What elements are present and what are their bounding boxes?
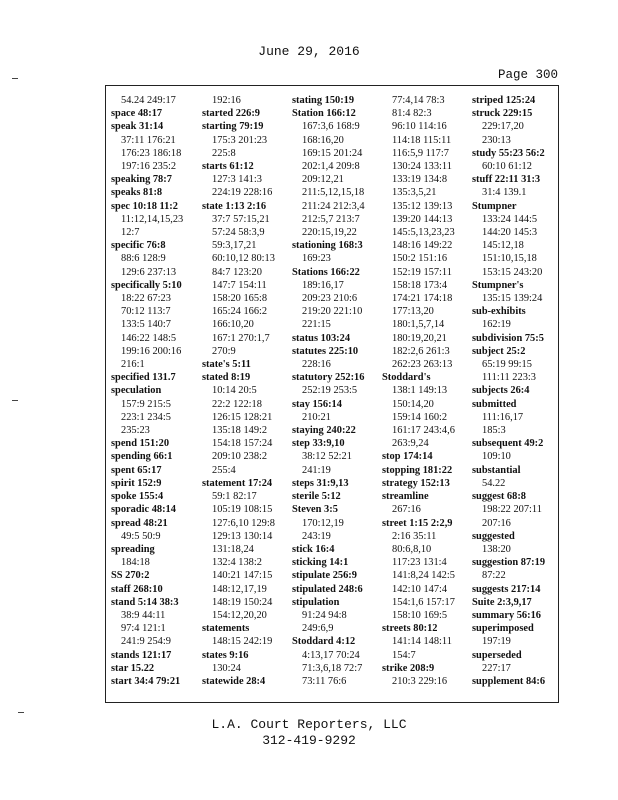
index-term: Suite 2:3,9,17: [472, 596, 532, 608]
page-line-reference: 255:4: [212, 464, 236, 476]
index-term: stand 5:14 38:3: [111, 596, 179, 608]
page-line-reference: 169:23: [302, 253, 331, 265]
page-line-reference: 145:5,13,23,23: [392, 227, 455, 239]
page-line-reference: 12:7: [121, 227, 140, 239]
index-column-4: [382, 94, 455, 688]
page-line-reference: 158:10 169:5: [392, 609, 448, 621]
index-term: specified 131.7: [111, 372, 176, 384]
index-term: spend 151:20: [111, 438, 170, 450]
page-line-reference: 212:5,7 213:7: [302, 213, 360, 225]
index-term: statement 17:24: [202, 477, 273, 489]
page-line-reference: 139:20 144:13: [392, 213, 453, 225]
page-line-reference: 162:19: [482, 319, 511, 331]
page-line-reference: 154:12,20,20: [212, 609, 267, 621]
page-line-reference: 199:16 200:16: [121, 345, 182, 357]
page-line-reference: 223:1 234:5: [121, 411, 171, 423]
page-line-reference: 210:21: [302, 411, 331, 423]
page-line-reference: 216:1: [121, 359, 145, 371]
index-term: spreading: [111, 543, 155, 555]
page-line-reference: 197:19: [482, 636, 511, 648]
index-term: speculation: [111, 385, 162, 397]
page-line-reference: 80:6,8,10: [392, 543, 432, 555]
index-term: spirit 152:9: [111, 477, 162, 489]
page-line-reference: 127:3 141:3: [212, 174, 262, 186]
page-line-reference: 54.24 249:17: [121, 95, 176, 106]
page-line-reference: 167:3,6 168:9: [302, 121, 360, 133]
index-term: staying 240:22: [292, 425, 356, 437]
page-line-reference: 117:23 131:4: [392, 557, 447, 569]
page-line-reference: 185:3: [482, 425, 506, 437]
page-line-reference: 227:17: [482, 662, 511, 674]
page-line-reference: 138:1 149:13: [392, 385, 448, 397]
index-term: Stumpner's: [472, 279, 524, 291]
page-line-reference: 54.22: [482, 477, 506, 489]
index-term: Stations 166:22: [292, 266, 360, 278]
page-line-reference: 211:24 212:3,4: [302, 200, 365, 212]
index-term: stands 121:17: [111, 649, 172, 661]
page-line-reference: 142:10 147:4: [392, 583, 448, 595]
index-term: study 55:23 56:2: [472, 147, 545, 159]
page-line-reference: 158:18 173:4: [392, 279, 448, 291]
page-line-reference: 31:4 139.1: [482, 187, 527, 199]
page-line-reference: 91:24 94:8: [302, 609, 347, 621]
index-term: Stoddard's: [382, 372, 431, 384]
page-line-reference: 210:3 229:16: [392, 675, 448, 687]
page-line-reference: 161:17 243:4,6: [392, 425, 455, 437]
page-line-reference: 148:19 150:24: [212, 596, 273, 608]
page-line-reference: 130:24: [212, 662, 241, 674]
page-line-reference: 65:19 99:15: [482, 359, 532, 371]
index-term: stipulated 248:6: [292, 583, 363, 595]
index-term: stated 8:19: [202, 372, 251, 384]
index-term: star 15.22: [111, 662, 155, 674]
binding-mark: [12, 400, 18, 401]
index-term: state 1:13 2:16: [202, 200, 267, 212]
page-line-reference: 152:19 157:11: [392, 266, 452, 278]
page-line-reference: 202:1,4 209:8: [302, 161, 360, 173]
page-line-reference: 270:9: [212, 345, 236, 357]
page-line-reference: 180:19,20,21: [392, 332, 447, 344]
page-line-reference: 11:12,14,15,23: [121, 213, 184, 225]
page-line-reference: 18:22 67:23: [121, 293, 171, 305]
index-column-2: [202, 94, 275, 688]
page-line-reference: 154:1,6 157:17: [392, 596, 455, 608]
page-line-reference: 235:23: [121, 425, 150, 437]
index-column-1: [111, 94, 183, 688]
index-term: spending 66:1: [111, 451, 173, 463]
page-number: Page 300: [497, 68, 558, 82]
page-line-reference: 148:12,17,19: [212, 583, 267, 595]
page-line-reference: 131:18,24: [212, 543, 254, 555]
page-line-reference: 135:18 149:2: [212, 425, 268, 437]
index-term: statewide 28:4: [202, 675, 266, 687]
index-term: speak 31:14: [111, 121, 164, 133]
footer-phone: 312-419-9292: [262, 733, 356, 748]
page-line-reference: 211:5,12,15,18: [302, 187, 365, 199]
index-term: sub-exhibits: [472, 306, 526, 318]
binding-mark: [18, 712, 24, 713]
index-term: staff 268:10: [111, 583, 163, 595]
index-term: speaking 78:7: [111, 174, 172, 186]
page-line-reference: 133:19 134:8: [392, 174, 448, 186]
index-term: supplement 84:6: [472, 675, 546, 687]
page-line-reference: 174:21 174:18: [392, 293, 453, 305]
binding-mark: [12, 78, 18, 79]
index-term: steps 31:9,13: [292, 477, 349, 489]
index-term: substantial: [472, 464, 521, 476]
index-term: suggestion 87:19: [472, 557, 546, 569]
page-line-reference: 209:12,21: [302, 174, 344, 186]
page-line-reference: 114:18 115:11: [392, 134, 452, 146]
index-term: spoke 155:4: [111, 491, 164, 503]
page-line-reference: 154:7: [392, 649, 416, 661]
index-term: stopping 181:22: [382, 464, 453, 476]
index-term: Stoddard 4:12: [292, 636, 356, 648]
index-term: stationing 168:3: [292, 240, 363, 252]
index-term: streamline: [382, 491, 429, 503]
page-line-reference: 249:6,9: [302, 623, 334, 635]
page-line-reference: 38:12 52:21: [302, 451, 352, 463]
page-line-reference: 77:4,14 78:3: [392, 95, 445, 106]
index-term: Station 166:12: [292, 108, 356, 120]
page-line-reference: 133:24 144:5: [482, 213, 538, 225]
page-line-reference: 159:14 160:2: [392, 411, 448, 423]
index-term: strike 208:9: [382, 662, 435, 674]
page-line-reference: 129:6 237:13: [121, 266, 177, 278]
index-table: [105, 85, 559, 703]
page-line-reference: 154:18 157:24: [212, 438, 273, 450]
page-line-reference: 230:13: [482, 134, 511, 146]
page-line-reference: 145:12,18: [482, 240, 524, 252]
index-term: struck 229:15: [472, 108, 533, 120]
index-term: statutes 225:10: [292, 345, 359, 357]
index-term: submitted: [472, 398, 517, 410]
page-line-reference: 166:10,20: [212, 319, 254, 331]
page-line-reference: 209:23 210:6: [302, 293, 358, 305]
index-term: street 1:15 2:2,9: [382, 517, 453, 529]
index-term: start 34:4 79:21: [111, 675, 181, 687]
index-term: subsequent 49:2: [472, 438, 544, 450]
page-line-reference: 138:20: [482, 543, 511, 555]
index-term: suggests 217:14: [472, 583, 541, 595]
page-line-reference: 4:13,17 70:24: [302, 649, 360, 661]
page-line-reference: 189:16,17: [302, 279, 344, 291]
page-line-reference: 220:15,19,22: [302, 227, 357, 239]
index-term: step 33:9,10: [292, 438, 345, 450]
page-line-reference: 219:20 221:10: [302, 306, 363, 318]
page-line-reference: 70:12 113:7: [121, 306, 171, 318]
page-line-reference: 10:14 20:5: [212, 385, 257, 397]
index-term: subject 25:2: [472, 345, 526, 357]
index-term: stick 16:4: [292, 543, 335, 555]
page-line-reference: 252:19 253:5: [302, 385, 358, 397]
page-line-reference: 147:7 154:11: [212, 279, 267, 291]
index-term: spread 48:21: [111, 517, 168, 529]
page-line-reference: 96:10 114:16: [392, 121, 447, 133]
page-line-reference: 59:3,17,21: [212, 240, 257, 252]
footer-company: L.A. Court Reporters, LLC: [211, 717, 407, 732]
index-term: stating 150:19: [292, 95, 355, 106]
page-line-reference: 71:3,6,18 72:7: [302, 662, 363, 674]
page-line-reference: 241:19: [302, 464, 331, 476]
page-line-reference: 129:13 130:14: [212, 530, 273, 542]
page-line-reference: 207:16: [482, 517, 511, 529]
index-term: spec 10:18 11:2: [111, 200, 178, 212]
page-line-reference: 38:9 44:11: [121, 609, 166, 621]
page-line-reference: 135:12 139:13: [392, 200, 453, 212]
page-line-reference: 133:5 140:7: [121, 319, 171, 331]
page-line-reference: 167:1 270:1,7: [212, 332, 270, 344]
page-line-reference: 105:19 108:15: [212, 504, 273, 516]
index-term: SS 270:2: [111, 570, 150, 582]
page-line-reference: 144:20 145:3: [482, 227, 538, 239]
index-term: suggest 68:8: [472, 491, 526, 503]
page-line-reference: 73:11 76:6: [302, 675, 347, 687]
page-line-reference: 109:10: [482, 451, 511, 463]
page-line-reference: 198:22 207:11: [482, 504, 542, 516]
page-line-reference: 127:6,10 129:8: [212, 517, 275, 529]
page-line-reference: 209:10 238:2: [212, 451, 268, 463]
page-line-reference: 116:5,9 117:7: [392, 147, 449, 159]
page-line-reference: 97:4 121:1: [121, 623, 166, 635]
page-line-reference: 176:23 186:18: [121, 147, 182, 159]
page-line-reference: 49:5 50:9: [121, 530, 161, 542]
index-term: specifically 5:10: [111, 279, 182, 291]
index-term: subdivision 75:5: [472, 332, 544, 344]
page-line-reference: 140:21 147:15: [212, 570, 273, 582]
index-term: stuff 22:11 31:3: [472, 174, 541, 186]
page-line-reference: 148:16 149:22: [392, 240, 453, 252]
page-line-reference: 148:15 242:19: [212, 636, 273, 648]
page-line-reference: 267:16: [392, 504, 421, 516]
index-term: stipulate 256:9: [292, 570, 357, 582]
page-line-reference: 225:8: [212, 147, 236, 159]
index-term: Stumpner: [472, 200, 517, 212]
index-term: statutory 252:16: [292, 372, 365, 384]
page-line-reference: 87:22: [482, 570, 506, 582]
index-term: stay 156:14: [292, 398, 342, 410]
page-line-reference: 170:12,19: [302, 517, 344, 529]
index-term: status 103:24: [292, 332, 351, 344]
page-line-reference: 150:2 151:16: [392, 253, 448, 265]
page-line-reference: 57:24 58:3,9: [212, 227, 265, 239]
page-line-reference: 165:24 166:2: [212, 306, 268, 318]
page-line-reference: 141:8,24 142:5: [392, 570, 455, 582]
page-line-reference: 262:23 263:13: [392, 359, 453, 371]
index-term: specific 76:8: [111, 240, 166, 252]
page-line-reference: 228:16: [302, 359, 331, 371]
page-line-reference: 37:11 176:21: [121, 134, 176, 146]
page-line-reference: 241:9 254:9: [121, 636, 171, 648]
page-line-reference: 81:4 82:3: [392, 108, 432, 120]
page-line-reference: 130:24 133:11: [392, 161, 452, 173]
index-term: Steven 3:5: [292, 504, 338, 516]
page-line-reference: 184:18: [121, 557, 150, 569]
page-line-reference: 146:22 148:5: [121, 332, 177, 344]
index-term: stipulation: [292, 596, 340, 608]
page-line-reference: 175:3 201:23: [212, 134, 268, 146]
page-date: June 29, 2016: [258, 44, 360, 59]
index-term: started 226:9: [202, 108, 261, 120]
page-line-reference: 168:16,20: [302, 134, 344, 146]
index-column-3: [292, 94, 365, 688]
page-line-reference: 153:15 243:20: [482, 266, 543, 278]
page-line-reference: 126:15 128:21: [212, 411, 273, 423]
page-line-reference: 229:17,20: [482, 121, 524, 133]
page-line-reference: 60:10 61:12: [482, 161, 532, 173]
page-line-reference: 2:16 35:11: [392, 530, 437, 542]
page-line-reference: 197:16 235:2: [121, 161, 177, 173]
page-line-reference: 37:7 57:15,21: [212, 213, 270, 225]
index-term: stop 174:14: [382, 451, 433, 463]
index-term: sporadic 48:14: [111, 504, 176, 516]
page-line-reference: 177:13,20: [392, 306, 434, 318]
index-term: superimposed: [472, 623, 534, 635]
index-term: starting 79:19: [202, 121, 264, 133]
page-line-reference: 135:3,5,21: [392, 187, 437, 199]
page-line-reference: 169:15 201:24: [302, 147, 363, 159]
index-term: summary 56:16: [472, 609, 541, 621]
page-line-reference: 243:19: [302, 530, 331, 542]
index-term: superseded: [472, 649, 522, 661]
page-line-reference: 88:6 128:9: [121, 253, 166, 265]
page-line-reference: 182:2,6 261:3: [392, 345, 450, 357]
page-line-reference: 132:4 138:2: [212, 557, 262, 569]
page-line-reference: 60:10,12 80:13: [212, 253, 275, 265]
index-term: state's 5:11: [202, 359, 251, 371]
page-line-reference: 84:7 123:20: [212, 266, 262, 278]
page-line-reference: 221:15: [302, 319, 331, 331]
page-line-reference: 192:16: [212, 95, 241, 106]
page-line-reference: 150:14,20: [392, 398, 434, 410]
index-term: streets 80:12: [382, 623, 438, 635]
index-term: starts 61:12: [202, 161, 254, 173]
page-line-reference: 263:9,24: [392, 438, 429, 450]
index-column-5: [472, 94, 545, 688]
page-line-reference: 59:1 82:17: [212, 491, 257, 503]
index-term: speaks 81:8: [111, 187, 163, 199]
index-term: striped 125:24: [472, 95, 536, 106]
index-term: sterile 5:12: [292, 491, 341, 503]
index-term: sticking 14:1: [292, 557, 349, 569]
index-term: strategy 152:13: [382, 477, 450, 489]
page-line-reference: 141:14 148:11: [392, 636, 452, 648]
page-line-reference: 135:15 139:24: [482, 293, 543, 305]
index-term: spent 65:17: [111, 464, 162, 476]
page-line-reference: 224:19 228:16: [212, 187, 273, 199]
page-line-reference: 158:20 165:8: [212, 293, 268, 305]
page-line-reference: 157:9 215:5: [121, 398, 171, 410]
page-line-reference: 22:2 122:18: [212, 398, 262, 410]
page-line-reference: 111:16,17: [482, 411, 524, 423]
page-line-reference: 111:11 223:3: [482, 372, 536, 384]
page-line-reference: 180:1,5,7,14: [392, 319, 445, 331]
index-term: space 48:17: [111, 108, 163, 120]
index-term: statements: [202, 623, 250, 635]
index-term: subjects 26:4: [472, 385, 530, 397]
index-term: states 9:16: [202, 649, 249, 661]
index-term: suggested: [472, 530, 515, 542]
page-line-reference: 151:10,15,18: [482, 253, 537, 265]
